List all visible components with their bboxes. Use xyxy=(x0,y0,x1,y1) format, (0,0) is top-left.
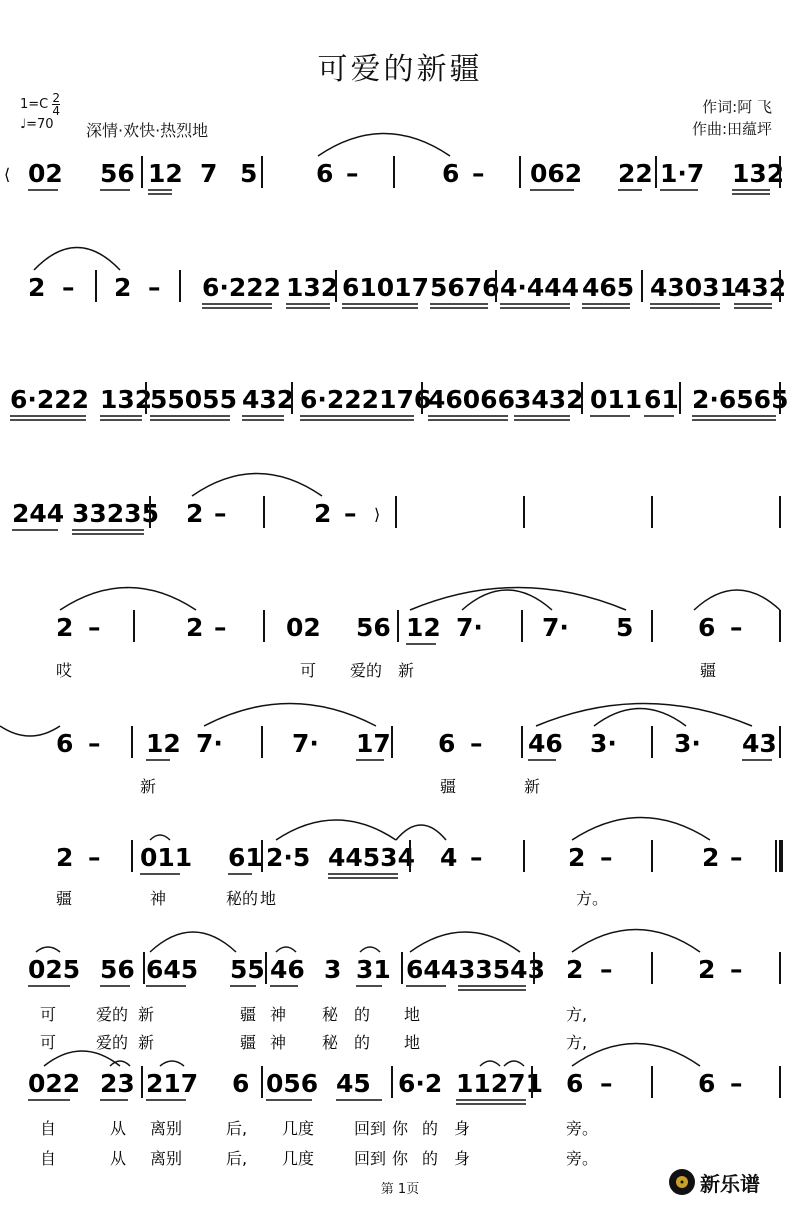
note-l2-11: 43031 xyxy=(650,273,737,302)
slur-l6-4 xyxy=(594,709,686,727)
time-top: 2 xyxy=(52,91,61,105)
note-l7-9: 2 xyxy=(568,843,586,872)
note-l1-3: 12 xyxy=(148,159,183,188)
composer: 作曲:田蕴坪 xyxy=(691,120,772,138)
lyric-l5-5: 疆 xyxy=(700,661,717,680)
lyric-l9a-2: 从 xyxy=(110,1119,127,1138)
note-l2-1: 2 xyxy=(28,273,46,302)
note-l5-5: 02 xyxy=(286,613,321,642)
note-l5-1: 2 xyxy=(56,613,74,642)
slur-l5-3 xyxy=(462,590,552,610)
slur-l1-1 xyxy=(318,134,450,157)
time-bottom: 4 xyxy=(52,104,61,118)
note-l9-11: 6 xyxy=(698,1069,716,1098)
lyric-l5-3: 爱的 xyxy=(350,661,383,680)
lyricist: 作词:阿 飞 xyxy=(702,98,772,116)
end-bracket: ⟩ xyxy=(374,505,381,524)
note-l5-2: – xyxy=(88,613,101,642)
lyric-l8b-8: 地 xyxy=(404,1033,421,1052)
lyric-l9b-3: 离别 xyxy=(150,1149,183,1168)
lyric-l8b-1: 可 xyxy=(40,1033,57,1052)
note-l5-7: 12 xyxy=(406,613,441,642)
slur-l6-1 xyxy=(0,726,60,736)
lyric-l9b-10: 旁。 xyxy=(566,1149,599,1168)
note-l9-3: 217 xyxy=(146,1069,199,1098)
note-l9-8: 11271 xyxy=(456,1069,543,1098)
note-l5-12: – xyxy=(730,613,743,642)
note-l8-5: 46 xyxy=(270,955,305,984)
note-l1-5: 5 xyxy=(240,159,258,188)
note-l9-2: 23 xyxy=(100,1069,135,1098)
start-bracket: ⟨ xyxy=(4,165,11,184)
note-l2-5: 6·222 xyxy=(202,273,282,302)
note-l1-1: 02 xyxy=(28,159,63,188)
note-l3-4: 432 xyxy=(242,385,295,414)
note-l7-6: 44534 xyxy=(328,843,415,872)
song-title: 可爱的新疆 xyxy=(317,52,483,87)
lyric-l7-3: 秘的 xyxy=(226,889,259,908)
note-l8-6: 3 xyxy=(324,955,342,984)
lyric-l8a-4: 疆 xyxy=(240,1005,257,1024)
slur-l5-4 xyxy=(694,590,780,610)
slur-l8-2 xyxy=(150,932,236,952)
lyric-l9b-6: 回到 xyxy=(354,1149,387,1168)
note-l3-10: 2·6565 xyxy=(692,385,789,414)
note-l5-4: – xyxy=(214,613,227,642)
lyric-l6-3: 新 xyxy=(524,777,541,796)
vinyl-record-icon xyxy=(668,1168,696,1196)
note-l6-12: 43 xyxy=(742,729,777,758)
slur-l2-1 xyxy=(34,248,120,271)
note-l6-7: 6 xyxy=(438,729,456,758)
lyric-l9a-10: 旁。 xyxy=(566,1119,599,1138)
slur-l9-1 xyxy=(44,1051,120,1066)
note-l3-1: 6·222 xyxy=(10,385,90,414)
note-l2-7: 61017 xyxy=(342,273,429,302)
lyric-l6-1: 新 xyxy=(140,777,157,796)
lyric-l8a-2: 爱的 xyxy=(96,1005,129,1024)
slur-l5-1 xyxy=(60,588,196,611)
slur-l8-1 xyxy=(36,947,60,952)
note-l1-9: – xyxy=(472,159,485,188)
note-l7-1: 2 xyxy=(56,843,74,872)
note-l8-3: 645 xyxy=(146,955,199,984)
lyric-l5-2: 可 xyxy=(300,661,317,680)
note-l2-8: 5676 xyxy=(430,273,500,302)
note-l8-11: – xyxy=(600,955,613,984)
lyric-l8a-5: 神 xyxy=(270,1005,287,1024)
note-l9-10: – xyxy=(600,1069,613,1098)
slur-l8-4 xyxy=(360,947,380,952)
lyric-l9b-2: 从 xyxy=(110,1149,127,1168)
note-l4-6: – xyxy=(344,499,357,528)
note-l1-2: 56 xyxy=(100,159,135,188)
note-l2-4: – xyxy=(148,273,161,302)
lyric-l8b-9: 方, xyxy=(566,1033,588,1052)
note-l5-3: 2 xyxy=(186,613,204,642)
note-l3-5: 6·222176 xyxy=(300,385,432,414)
note-l3-6: 46066 xyxy=(428,385,515,414)
lyric-l8b-3: 新 xyxy=(138,1033,155,1052)
slur-l7-4 xyxy=(572,818,710,841)
note-l7-12: – xyxy=(730,843,743,872)
lyric-l9b-9: 身 xyxy=(454,1149,471,1168)
note-l4-3: 2 xyxy=(186,499,204,528)
note-l9-7: 6·2 xyxy=(398,1069,443,1098)
lyric-l7-4: 地 xyxy=(260,889,277,908)
note-l9-4: 6 xyxy=(232,1069,250,1098)
slur-l9-3 xyxy=(160,1061,184,1066)
note-l9-6: 45 xyxy=(336,1069,371,1098)
note-l8-4: 55 xyxy=(230,955,265,984)
slur-l6-3 xyxy=(536,704,752,727)
note-l8-9: 33543 xyxy=(458,955,545,984)
note-l1-8: 6 xyxy=(442,159,460,188)
note-l3-8: 011 xyxy=(590,385,643,414)
note-l3-3: 55055 xyxy=(150,385,237,414)
tempo-label: ♩=70 xyxy=(20,117,54,132)
lyric-l6-2: 疆 xyxy=(440,777,457,796)
lyric-l9a-8: 的 xyxy=(422,1119,439,1138)
slur-l6-2 xyxy=(204,704,376,727)
note-l9-1: 022 xyxy=(28,1069,81,1098)
note-l5-8: 7· xyxy=(456,613,483,642)
note-l4-4: – xyxy=(214,499,227,528)
note-l6-4: 7· xyxy=(196,729,223,758)
lyric-l9b-8: 的 xyxy=(422,1149,439,1168)
note-l6-8: – xyxy=(470,729,483,758)
lyric-l8a-9: 方, xyxy=(566,1005,588,1024)
note-l6-11: 3· xyxy=(674,729,701,758)
lyric-l8a-8: 地 xyxy=(404,1005,421,1024)
lyric-l9a-9: 身 xyxy=(454,1119,471,1138)
slur-l7-2 xyxy=(276,820,396,840)
note-l4-5: 2 xyxy=(314,499,332,528)
note-l7-5: 2·5 xyxy=(266,843,311,872)
lyric-l8b-2: 爱的 xyxy=(96,1033,129,1052)
note-l8-1: 025 xyxy=(28,955,81,984)
note-l7-2: – xyxy=(88,843,101,872)
slur-l9-4 xyxy=(480,1061,500,1066)
note-l8-8: 644 xyxy=(406,955,459,984)
note-l6-5: 7· xyxy=(292,729,319,758)
slur-l9-6 xyxy=(572,1044,700,1067)
lyric-l8b-4: 疆 xyxy=(240,1033,257,1052)
note-l8-12: 2 xyxy=(698,955,716,984)
lyric-l9a-7: 你 xyxy=(392,1119,409,1138)
note-l8-7: 31 xyxy=(356,955,391,984)
note-l7-8: – xyxy=(470,843,483,872)
lyric-l9b-5: 几度 xyxy=(282,1149,315,1168)
note-l5-6: 56 xyxy=(356,613,391,642)
expression-mark: 深情·欢快·热烈地 xyxy=(86,121,209,140)
lyric-l9b-7: 你 xyxy=(392,1149,409,1168)
note-l2-9: 4·444 xyxy=(500,273,580,302)
slur-l9-5 xyxy=(504,1061,524,1066)
note-l3-9: 61 xyxy=(644,385,679,414)
lyric-l7-2: 神 xyxy=(150,889,167,908)
slur-l4-1 xyxy=(192,474,322,497)
note-l8-13: – xyxy=(730,955,743,984)
note-l9-12: – xyxy=(730,1069,743,1098)
note-l6-6: 17 xyxy=(356,729,391,758)
note-l2-10: 465 xyxy=(582,273,635,302)
lyric-l7-5: 方。 xyxy=(576,889,609,908)
lyric-l9a-5: 几度 xyxy=(282,1119,315,1138)
note-l9-9: 6 xyxy=(566,1069,584,1098)
note-l7-3: 011 xyxy=(140,843,193,872)
lyric-l9b-4: 后, xyxy=(226,1149,248,1168)
note-l7-7: 4 xyxy=(440,843,458,872)
note-l2-2: – xyxy=(62,273,75,302)
slur-l8-5 xyxy=(410,932,520,952)
note-l1-11: 22 xyxy=(618,159,653,188)
slur-l7-3 xyxy=(396,825,446,840)
note-l4-1: 244 xyxy=(12,499,65,528)
page-footer: 第 1页 xyxy=(380,1182,420,1197)
note-l2-3: 2 xyxy=(114,273,132,302)
note-l6-1: 6 xyxy=(56,729,74,758)
lyric-l8a-3: 新 xyxy=(138,1005,155,1024)
note-l2-12: 432 xyxy=(734,273,787,302)
note-l1-4: 7 xyxy=(200,159,218,188)
key-label: 1=C xyxy=(20,97,49,112)
note-l7-10: – xyxy=(600,843,613,872)
slur-l7-1 xyxy=(150,835,170,840)
note-l9-5: 056 xyxy=(266,1069,319,1098)
lyric-l5-1: 哎 xyxy=(56,661,73,680)
note-l8-2: 56 xyxy=(100,955,135,984)
note-l1-13: 132 xyxy=(732,159,785,188)
lyric-l8a-1: 可 xyxy=(40,1005,57,1024)
note-l1-6: 6 xyxy=(316,159,334,188)
lyric-l8b-6: 秘 xyxy=(322,1033,339,1052)
note-l3-2: 132 xyxy=(100,385,153,414)
note-l2-6: 132 xyxy=(286,273,339,302)
lyric-l9b-1: 自 xyxy=(40,1149,57,1168)
lyric-l8a-6: 秘 xyxy=(322,1005,339,1024)
note-l6-10: 3· xyxy=(590,729,617,758)
lyric-l8a-7: 的 xyxy=(354,1005,371,1024)
lyric-l9a-1: 自 xyxy=(40,1119,57,1138)
lyric-l7-1: 疆 xyxy=(56,889,73,908)
note-l5-11: 6 xyxy=(698,613,716,642)
note-l7-4: 61 xyxy=(228,843,263,872)
note-l1-7: – xyxy=(346,159,359,188)
lyric-l8b-7: 的 xyxy=(354,1033,371,1052)
note-l7-11: 2 xyxy=(702,843,720,872)
note-l8-10: 2 xyxy=(566,955,584,984)
note-l5-9: 7· xyxy=(542,613,569,642)
slur-l8-6 xyxy=(572,930,700,953)
lyric-l5-4: 新 xyxy=(398,661,415,680)
note-l4-2: 33235 xyxy=(72,499,159,528)
note-l5-10: 5 xyxy=(616,613,634,642)
note-l3-7: 3432 xyxy=(514,385,584,414)
site-logo-text: 新乐谱 xyxy=(700,1172,760,1196)
note-l1-10: 062 xyxy=(530,159,583,188)
lyric-l9a-6: 回到 xyxy=(354,1119,387,1138)
note-l1-12: 1·7 xyxy=(660,159,705,188)
note-l6-3: 12 xyxy=(146,729,181,758)
note-l6-9: 46 xyxy=(528,729,563,758)
note-l6-2: – xyxy=(88,729,101,758)
lyric-l9a-4: 后, xyxy=(226,1119,248,1138)
slur-l8-3 xyxy=(276,947,296,952)
lyric-l8b-5: 神 xyxy=(270,1033,287,1052)
lyric-l9a-3: 离别 xyxy=(150,1119,183,1138)
